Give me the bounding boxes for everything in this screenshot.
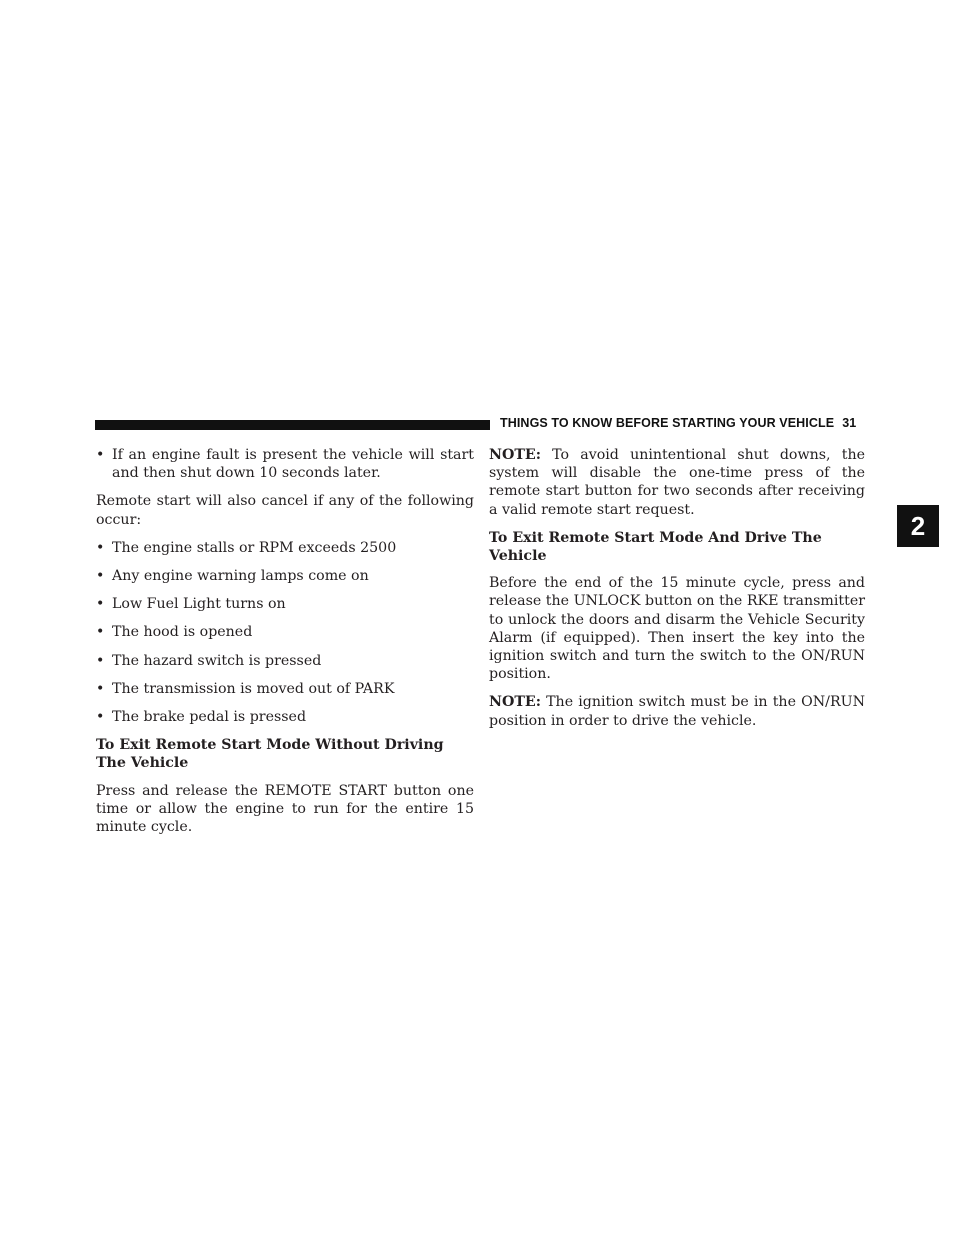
list-item	[96, 708, 474, 726]
note-text: The ignition switch must be in the ON/RUN position in order to drive the vehicle.	[489, 694, 865, 729]
page-number: 31	[842, 416, 857, 430]
list-item-text: If an engine fault is present the vehicle will start and then shut down 10 seconds later.	[112, 447, 474, 482]
list-item	[96, 539, 474, 557]
exit-and-drive-heading: To Exit Remote Start Mode And Drive The Vehicle	[489, 529, 822, 565]
note-ignition	[489, 693, 865, 729]
note-text: To avoid unintentional shut downs, the system will disable the one-time press of the remote start button for two seconds after receiving a valid remote start request.	[489, 447, 865, 518]
cancel-intro: Remote start will also cancel if any of the following occur:	[96, 493, 474, 528]
running-header	[500, 416, 856, 430]
list-item	[96, 652, 474, 670]
note-label: NOTE:	[489, 447, 541, 463]
list-item	[96, 595, 474, 613]
note-shutdown	[489, 446, 865, 519]
list-item-text: The hazard switch is pressed	[112, 652, 322, 669]
left-column	[96, 446, 474, 846]
list-item	[96, 567, 474, 585]
list-item-text: Any engine warning lamps come on	[112, 568, 369, 585]
list-item-text: The brake pedal is pressed	[112, 709, 307, 726]
bullet-glyph: •	[96, 624, 105, 641]
list-item-text: The engine stalls or RPM exceeds 2500	[112, 539, 397, 556]
bullet-glyph: •	[96, 568, 105, 585]
bullet-glyph: •	[96, 709, 105, 726]
exit-without-driving-heading: To Exit Remote Start Mode Without Driving The Vehicle	[96, 737, 444, 772]
list-item	[96, 446, 474, 482]
cancel-conditions-list	[96, 539, 474, 726]
list-item-text: The transmission is moved out of PARK	[112, 680, 395, 697]
list-item	[96, 680, 474, 698]
bullet-glyph: •	[96, 596, 105, 613]
bullet-glyph: •	[96, 447, 105, 463]
fault-bullet-list	[96, 446, 474, 482]
bullet-glyph: •	[96, 539, 105, 556]
list-item-text: The hood is opened	[112, 624, 253, 641]
note-label: NOTE:	[489, 694, 541, 711]
exit-without-driving-paragraph: Press and release the REMOTE START button one time or allow the engine to run for the entire 15 minute cycle.	[96, 782, 474, 836]
list-item	[96, 623, 474, 641]
list-item-text: Low Fuel Light turns on	[112, 596, 286, 613]
exit-and-drive-paragraph: Before the end of the 15 minute cycle, press and release the UNLOCK button on the RKE transmitter to unlock the doors and disarm the Vehicle Security Alarm (if equipped). Then insert the key into the ignition switch and turn the switch to the ON/RUN position.	[489, 575, 865, 683]
header-rule	[95, 420, 490, 430]
bullet-glyph: •	[96, 652, 105, 669]
bullet-glyph: •	[96, 680, 105, 697]
section-title: THINGS TO KNOW BEFORE STARTING YOUR VEHICLE	[500, 416, 835, 430]
right-column	[489, 446, 865, 740]
chapter-tab: 2	[897, 505, 939, 547]
